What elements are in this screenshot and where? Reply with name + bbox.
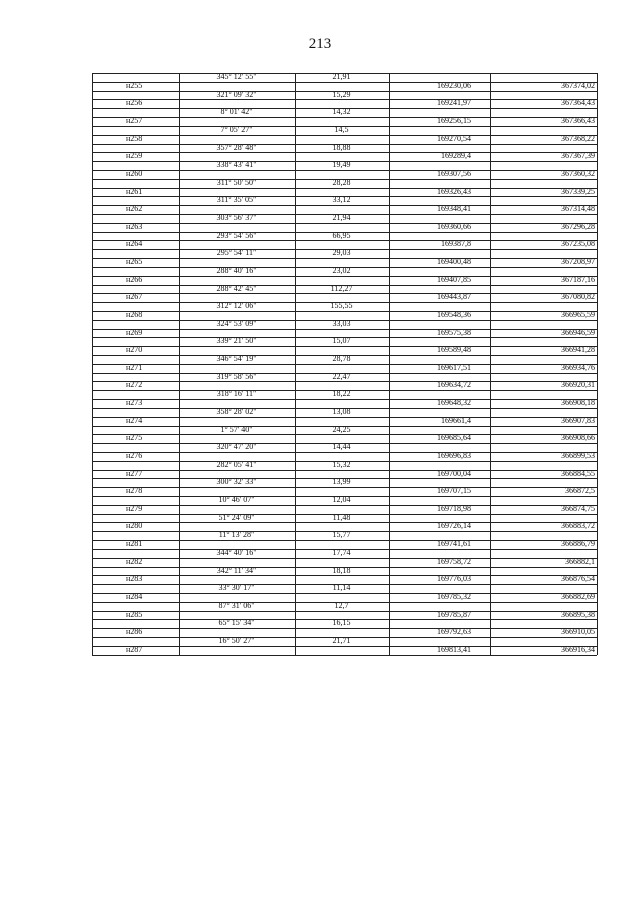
- coordinate-x: 169758,72: [437, 556, 471, 566]
- table-row: [92, 390, 597, 408]
- table-row: [92, 478, 597, 496]
- table-row: [92, 584, 597, 602]
- point-name: н271: [126, 362, 143, 372]
- row-divider: [92, 496, 597, 497]
- point-name: н276: [126, 450, 143, 460]
- table-row: [92, 144, 597, 162]
- coordinate-y: 367360,32: [561, 168, 595, 178]
- direction-angle: 320° 47' 20": [216, 442, 257, 452]
- table-row: [92, 602, 597, 620]
- row-mid-divider: [92, 311, 597, 312]
- direction-angle: 282° 05' 41": [216, 459, 257, 469]
- coordinate-x: 169634,72: [437, 380, 471, 390]
- segment-length: 18,88: [332, 142, 351, 152]
- coordinate-x: 169776,03: [437, 574, 471, 584]
- coordinate-y: 366895,38: [561, 609, 595, 619]
- coordinate-x: 169617,51: [437, 362, 471, 372]
- point-name: н286: [126, 627, 143, 637]
- coordinate-x: 169707,15: [437, 486, 471, 496]
- segment-length: 21,94: [332, 213, 351, 222]
- row-mid-divider: [92, 646, 597, 647]
- table-row: [92, 196, 597, 214]
- coordinate-y: 367080,82: [561, 292, 595, 302]
- segment-length: 155,55: [330, 301, 353, 311]
- table-row: [92, 267, 597, 285]
- row-divider: [92, 337, 597, 338]
- point-name: н272: [126, 380, 143, 390]
- coordinate-y: 366910,05: [561, 627, 595, 637]
- row-mid-divider: [92, 223, 597, 224]
- direction-angle: 344° 40' 16": [216, 547, 257, 557]
- point-name: н273: [126, 398, 143, 408]
- point-name: н282: [126, 556, 143, 566]
- table-row: [92, 320, 597, 338]
- table-row: [92, 461, 597, 479]
- segment-length: 14,44: [332, 442, 351, 452]
- coordinate-y: 367235,08: [561, 239, 595, 249]
- coordinate-y: 367364,43: [561, 98, 595, 108]
- row-divider: [92, 602, 597, 603]
- row-mid-divider: [92, 82, 597, 83]
- row-divider: [92, 549, 597, 550]
- segment-length: 13,99: [332, 477, 351, 487]
- table-row: [92, 179, 597, 197]
- coordinate-x: 169575,38: [437, 327, 471, 337]
- coordinate-y: 366886,79: [561, 539, 595, 549]
- direction-angle: 288° 42' 45": [216, 283, 257, 293]
- direction-angle: 338° 43' 41": [216, 160, 257, 170]
- coordinate-y: 366916,34: [561, 644, 595, 654]
- coordinate-y: 366946,59: [561, 327, 595, 337]
- direction-angle: 319° 58' 56": [216, 371, 257, 381]
- row-divider: [92, 355, 597, 356]
- segment-length: 14,32: [332, 107, 351, 117]
- coordinate-x: 169792,63: [437, 627, 471, 637]
- table-row: [92, 285, 597, 303]
- table-row: [92, 514, 597, 532]
- table-row: [92, 408, 597, 426]
- segment-length: 29,03: [332, 248, 351, 258]
- row-mid-divider: [92, 505, 597, 506]
- row-divider: [92, 161, 597, 162]
- coordinate-y: 367208,97: [561, 257, 595, 267]
- point-name: н258: [126, 133, 143, 143]
- segment-length: 21,71: [332, 636, 351, 645]
- coordinate-x: 169785,87: [437, 609, 471, 619]
- row-mid-divider: [92, 470, 597, 471]
- segment-length: 15,07: [332, 336, 351, 346]
- row-mid-divider: [92, 205, 597, 206]
- column-divider: [389, 73, 390, 655]
- segment-length: 14,5: [334, 124, 349, 134]
- row-mid-divider: [92, 293, 597, 294]
- row-mid-divider: [92, 399, 597, 400]
- table-row: [92, 531, 597, 549]
- segment-length: 22,47: [332, 371, 351, 381]
- segment-length: 19,49: [332, 160, 351, 170]
- segment-length: 13,08: [332, 406, 351, 416]
- point-name: н255: [126, 80, 143, 90]
- coordinate-y: 367368,22: [561, 133, 595, 143]
- coordinate-x: 169326,43: [437, 186, 471, 196]
- row-divider: [92, 73, 597, 74]
- direction-angle: 311° 50' 50": [216, 177, 257, 187]
- coordinate-x: 169241,97: [437, 98, 471, 108]
- coordinate-y: 366941,28: [561, 345, 595, 355]
- direction-angle: 300° 32' 33": [216, 477, 257, 487]
- coordinate-x: 169289,4: [441, 151, 471, 161]
- coordinate-x: 169785,32: [437, 591, 471, 601]
- row-divider: [92, 426, 597, 427]
- table-row: [92, 126, 597, 144]
- coordinate-y: 367374,02: [561, 80, 595, 90]
- row-divider: [92, 373, 597, 374]
- row-divider: [92, 144, 597, 145]
- point-name: н275: [126, 433, 143, 443]
- point-name: н268: [126, 309, 143, 319]
- point-name: н277: [126, 468, 143, 478]
- segment-length: 16,15: [332, 618, 351, 628]
- table-row: [92, 249, 597, 267]
- direction-angle: 346° 54' 19": [216, 354, 257, 363]
- coordinate-x: 169741,61: [437, 539, 471, 549]
- coordinate-y: 367187,16: [561, 274, 595, 284]
- row-divider: [92, 531, 597, 532]
- coordinate-x: 169589,48: [437, 345, 471, 355]
- row-mid-divider: [92, 522, 597, 523]
- point-name: н259: [126, 151, 143, 161]
- segment-length: 15,29: [332, 89, 351, 99]
- table-row: [92, 214, 597, 232]
- coordinate-y: 366965,59: [561, 309, 595, 319]
- table-row: [92, 355, 597, 373]
- table-row: [92, 373, 597, 391]
- direction-angle: 324° 53' 09": [216, 318, 257, 328]
- coordinate-x: 169813,41: [437, 644, 471, 654]
- table-row: [92, 549, 597, 567]
- segment-length: 33,03: [332, 318, 351, 328]
- direction-angle: 288° 40' 16": [216, 265, 257, 275]
- direction-angle: 342° 11' 34": [216, 565, 257, 575]
- row-mid-divider: [92, 452, 597, 453]
- row-divider: [92, 461, 597, 462]
- coordinate-x: 169443,87: [437, 292, 471, 302]
- direction-angle: 87° 31' 06": [218, 600, 255, 610]
- row-divider: [92, 390, 597, 391]
- segment-length: 12,7: [334, 600, 349, 610]
- direction-angle: 339° 21' 50": [216, 336, 257, 346]
- table-row: [92, 443, 597, 461]
- row-divider: [92, 443, 597, 444]
- row-divider: [92, 514, 597, 515]
- segment-length: 112,27: [330, 283, 353, 293]
- coordinate-y: 366934,76: [561, 362, 595, 372]
- segment-length: 66,95: [332, 230, 351, 240]
- row-mid-divider: [92, 276, 597, 277]
- row-mid-divider: [92, 152, 597, 153]
- column-divider: [597, 73, 598, 655]
- segment-length: 24,25: [332, 424, 351, 434]
- row-mid-divider: [92, 575, 597, 576]
- segment-length: 18,22: [332, 389, 351, 399]
- column-divider: [92, 73, 93, 655]
- row-divider: [92, 108, 597, 109]
- row-mid-divider: [92, 434, 597, 435]
- point-name: н256: [126, 98, 143, 108]
- direction-angle: 311° 35' 05": [216, 195, 257, 205]
- coordinate-y: 366883,72: [561, 521, 595, 531]
- table-row: [92, 232, 597, 250]
- direction-angle: 303° 56' 37": [216, 213, 257, 222]
- coordinate-y: 367339,25: [561, 186, 595, 196]
- direction-angle: 295° 54' 11": [216, 248, 257, 258]
- row-mid-divider: [92, 628, 597, 629]
- table-row: [92, 73, 597, 91]
- row-divider: [92, 619, 597, 620]
- point-name: н281: [126, 539, 143, 549]
- coordinate-y: 367366,43: [561, 116, 595, 126]
- table-row: [92, 496, 597, 514]
- row-divider: [92, 285, 597, 286]
- segment-length: 11,48: [332, 512, 351, 522]
- row-divider: [92, 91, 597, 92]
- table-row: [92, 337, 597, 355]
- direction-angle: 318° 16' 11": [216, 389, 257, 399]
- segment-length: 12,04: [332, 495, 351, 504]
- point-name: н262: [126, 204, 143, 214]
- row-divider: [92, 214, 597, 215]
- segment-length: 33,12: [332, 195, 351, 205]
- coordinate-y: 366908,66: [561, 433, 595, 443]
- point-name: н261: [126, 186, 143, 196]
- point-name: н279: [126, 503, 143, 513]
- row-mid-divider: [92, 381, 597, 382]
- direction-angle: 358° 28' 02": [216, 406, 257, 416]
- table-row: [92, 108, 597, 126]
- point-name: н263: [126, 221, 143, 231]
- coordinates-table: [92, 73, 597, 655]
- row-mid-divider: [92, 487, 597, 488]
- direction-angle: 33° 30' 17": [218, 583, 255, 593]
- coordinate-x: 169348,41: [437, 204, 471, 214]
- row-mid-divider: [92, 417, 597, 418]
- point-name: н280: [126, 521, 143, 531]
- coordinate-x: 169387,8: [441, 239, 471, 249]
- table-row: [92, 161, 597, 179]
- segment-length: 18,18: [332, 565, 351, 575]
- row-divider: [92, 637, 597, 638]
- coordinate-x: 169270,54: [437, 133, 471, 143]
- point-name: н278: [126, 486, 143, 496]
- point-name: н265: [126, 257, 143, 267]
- direction-angle: 65° 15' 34": [218, 618, 255, 628]
- direction-angle: 16° 50' 27": [218, 636, 255, 645]
- point-name: н267: [126, 292, 143, 302]
- point-name: н257: [126, 116, 143, 126]
- row-divider: [92, 584, 597, 585]
- coordinate-y: 367314,48: [561, 204, 595, 214]
- table-bottom-border: [92, 655, 597, 656]
- table-row: [92, 567, 597, 585]
- direction-angle: 11° 13' 28": [218, 530, 255, 540]
- row-divider: [92, 320, 597, 321]
- table-row: [92, 426, 597, 444]
- column-divider: [490, 73, 491, 655]
- segment-length: 17,74: [332, 547, 351, 557]
- direction-angle: 7° 05' 27": [220, 124, 253, 134]
- coordinate-x: 169718,98: [437, 503, 471, 513]
- coordinate-y: 366920,31: [561, 380, 595, 390]
- row-divider: [92, 567, 597, 568]
- row-mid-divider: [92, 364, 597, 365]
- segment-length: 15,32: [332, 459, 351, 469]
- coordinate-y: 366907,83: [561, 415, 595, 425]
- column-divider: [179, 73, 180, 655]
- coordinate-y: 366908,18: [561, 398, 595, 408]
- segment-length: 28,78: [332, 354, 351, 363]
- row-mid-divider: [92, 258, 597, 259]
- row-mid-divider: [92, 117, 597, 118]
- row-divider: [92, 196, 597, 197]
- direction-angle: 312° 12' 06": [216, 301, 257, 311]
- point-name: н285: [126, 609, 143, 619]
- direction-angle: 8° 01' 42": [220, 107, 253, 117]
- segment-length: 28,28: [332, 177, 351, 187]
- row-mid-divider: [92, 593, 597, 594]
- row-mid-divider: [92, 558, 597, 559]
- coordinate-x: 169648,32: [437, 398, 471, 408]
- table-row: [92, 637, 597, 655]
- coordinate-x: 169360,66: [437, 221, 471, 231]
- point-name: н264: [126, 239, 143, 249]
- direction-angle: 345° 12' 55": [216, 72, 257, 81]
- coordinate-y: 366874,75: [561, 503, 595, 513]
- row-mid-divider: [92, 135, 597, 136]
- point-name: н269: [126, 327, 143, 337]
- row-mid-divider: [92, 346, 597, 347]
- coordinate-x: 169700,04: [437, 468, 471, 478]
- point-name: н266: [126, 274, 143, 284]
- direction-angle: 1° 57' 40": [220, 424, 253, 434]
- column-divider: [295, 73, 296, 655]
- coordinate-y: 366882,69: [561, 591, 595, 601]
- coordinate-y: 366872,5: [565, 486, 595, 496]
- row-divider: [92, 232, 597, 233]
- point-name: н284: [126, 591, 143, 601]
- segment-length: 15,77: [332, 530, 351, 540]
- table-row: [92, 302, 597, 320]
- direction-angle: 51° 24' 09": [218, 512, 255, 522]
- direction-angle: 10° 46' 07": [218, 495, 255, 504]
- coordinate-x: 169661,4: [441, 415, 471, 425]
- row-mid-divider: [92, 99, 597, 100]
- table-row: [92, 91, 597, 109]
- row-divider: [92, 267, 597, 268]
- row-divider: [92, 302, 597, 303]
- coordinate-y: 366876,54: [561, 574, 595, 584]
- direction-angle: 357° 28' 48": [216, 142, 257, 152]
- coordinate-y: 367296,28: [561, 221, 595, 231]
- coordinate-x: 169230,06: [437, 80, 471, 90]
- point-name: н287: [126, 644, 143, 654]
- coordinate-x: 169685,64: [437, 433, 471, 443]
- direction-angle: 321° 09' 32": [216, 89, 257, 99]
- coordinate-y: 367367,39: [561, 151, 595, 161]
- coordinate-x: 169256,15: [437, 116, 471, 126]
- row-mid-divider: [92, 240, 597, 241]
- row-mid-divider: [92, 188, 597, 189]
- coordinate-x: 169400,48: [437, 257, 471, 267]
- row-mid-divider: [92, 540, 597, 541]
- row-mid-divider: [92, 611, 597, 612]
- segment-length: 11,14: [332, 583, 351, 593]
- direction-angle: 293° 54' 56": [216, 230, 257, 240]
- row-divider: [92, 478, 597, 479]
- row-divider: [92, 179, 597, 180]
- segment-length: 21,91: [332, 72, 351, 81]
- point-name: н274: [126, 415, 143, 425]
- row-divider: [92, 126, 597, 127]
- coordinate-x: 169307,56: [437, 168, 471, 178]
- row-mid-divider: [92, 170, 597, 171]
- coordinate-y: 366899,53: [561, 450, 595, 460]
- coordinate-x: 169548,36: [437, 309, 471, 319]
- coordinate-x: 169407,85: [437, 274, 471, 284]
- table-row: [92, 619, 597, 637]
- segment-length: 23,02: [332, 265, 351, 275]
- point-name: н283: [126, 574, 143, 584]
- page-number: 213: [308, 36, 332, 52]
- row-mid-divider: [92, 329, 597, 330]
- coordinate-x: 169696,83: [437, 450, 471, 460]
- coordinate-y: 366882,1: [565, 556, 595, 566]
- coordinate-x: 169726,14: [437, 521, 471, 531]
- row-divider: [92, 249, 597, 250]
- point-name: н260: [126, 168, 143, 178]
- coordinate-y: 366884,55: [561, 468, 595, 478]
- point-name: н270: [126, 345, 143, 355]
- row-divider: [92, 408, 597, 409]
